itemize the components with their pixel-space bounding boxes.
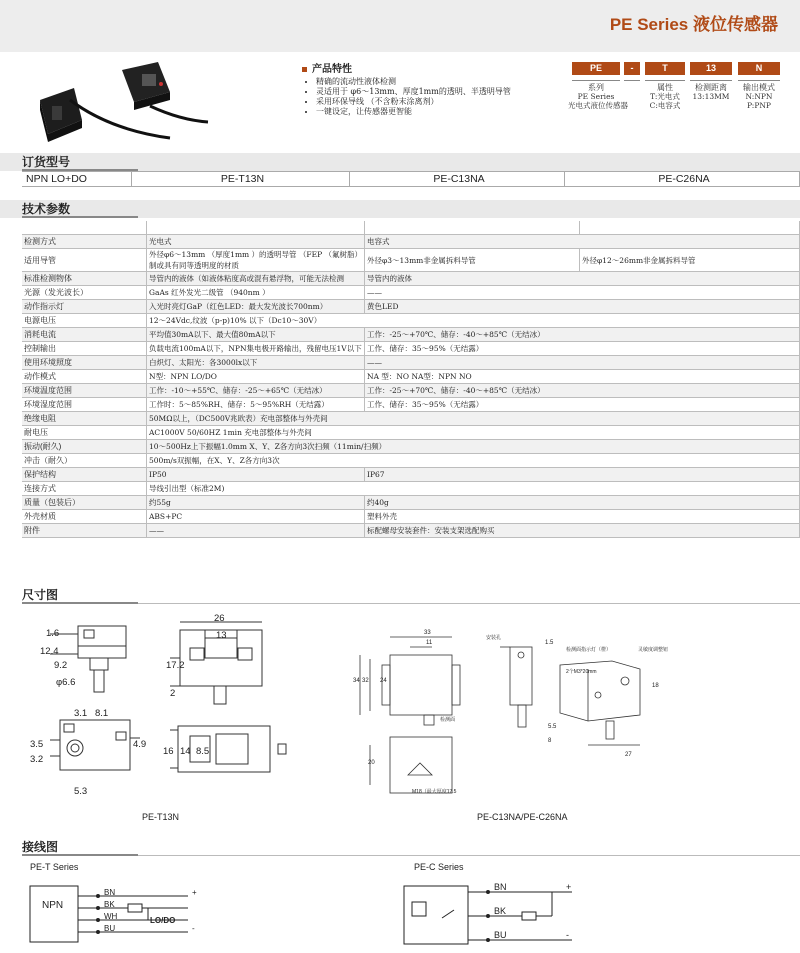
table-row	[22, 510, 800, 524]
product-photo	[30, 60, 210, 146]
spec-value: 光电式	[147, 235, 365, 249]
spec-value: 12～24Vdc,纹波（p-p)10% 以下（Dc10～30V）	[147, 314, 800, 328]
spec-value: ——	[365, 356, 800, 370]
plus-label: +	[566, 882, 572, 892]
dim-label: 8.1	[95, 708, 109, 719]
divider	[138, 855, 800, 856]
model-code-distance: 13 检测距离 13:13MM	[690, 62, 732, 101]
model-code-series: PE 系列 PE Series 光电式液位传感器	[568, 63, 628, 110]
spec-value: 约55g	[147, 496, 365, 510]
npn-label: NPN	[42, 900, 64, 911]
spec-key: 控制输出	[22, 342, 147, 356]
spec-key: 耐电压	[22, 426, 147, 440]
spec-key: 消耗电流	[22, 328, 147, 342]
dim-label: 2	[170, 688, 176, 699]
page-title	[610, 10, 778, 35]
dim-label: 24	[380, 678, 387, 684]
wiring-t-diagram	[28, 884, 228, 950]
feature-item: • 采用环保导线 （不含粉末涂离剂）	[316, 97, 542, 107]
dim-label: 16	[163, 746, 174, 757]
dim-label: 32	[362, 678, 369, 684]
spec-value: GaAs 红外发光二级管 （940nm ）	[147, 286, 365, 300]
dim-label: 3.1	[74, 708, 88, 719]
model-code-output: N 输出模式 N:NPN P:PNP	[738, 62, 780, 110]
spec-value: 塑料外壳	[365, 510, 800, 524]
dim-label: 8	[548, 738, 552, 744]
spec-value: 工作、储存：35～95%（无结露）	[365, 342, 800, 356]
dim-label: 1.5	[545, 640, 554, 646]
spec-value: 500m/s双振幅，在X、Y、Z各方向3次	[147, 454, 800, 468]
spec-value: ——	[147, 524, 365, 538]
feature-item: • 灵适用于 φ6～13mm、厚度1mm的透明、半透明导管	[316, 87, 542, 97]
order-cell: PE-C13NA	[350, 172, 565, 187]
dim-label: 检测面指示灯（橙）	[566, 647, 612, 653]
dim-label: M18（最大厚度17.5	[412, 789, 457, 795]
table-row	[22, 440, 800, 454]
spec-key: 使用环境照度	[22, 356, 147, 370]
pe-c-drawing	[350, 625, 680, 800]
spec-value: 电容式	[365, 235, 800, 249]
model-code-dash: -	[624, 62, 640, 83]
table-row	[22, 314, 800, 328]
dim-label: 2个M3*20mm	[566, 669, 597, 675]
spec-value: 入光时亮灯GaP（红色LED：最大发光波长700nm）	[147, 300, 365, 314]
spec-table	[22, 221, 800, 538]
features-title: 产品特性	[302, 60, 542, 75]
dim-label: 1.6	[46, 628, 60, 639]
dim-label: 33	[424, 630, 431, 636]
table-row	[22, 454, 800, 468]
order-cell: PE-T13N	[132, 172, 350, 187]
divider	[138, 603, 800, 604]
dim-label: 11	[426, 640, 433, 646]
spec-value: 50MΩ以上，（DC500V兆欧表）充电部整体与外壳间	[147, 412, 800, 426]
spec-value: 工作时：5～85%RH、储存：5～95%RH（无结露）	[147, 398, 365, 412]
spec-value: 工作：-25～+70℃、储存：-40～+85℃（无结冰）	[365, 328, 800, 342]
spec-key: 冲击（耐久）	[22, 454, 147, 468]
wire-label-bk: BK	[104, 900, 115, 909]
spec-key: 连接方式	[22, 482, 147, 496]
lodo-label: LO/DO	[150, 916, 176, 925]
spec-value: 黄色LED	[365, 300, 800, 314]
dim-label: 3.5	[30, 739, 44, 750]
dim-label: 18	[652, 683, 659, 689]
spec-value: IP50	[147, 468, 365, 482]
spec-value: 外径φ3～13mm非金属拆料导管	[365, 249, 580, 272]
wiring-c-series-label: PE-C Series	[414, 862, 464, 872]
table-row	[22, 524, 800, 538]
spec-key: 振动(耐久)	[22, 440, 147, 454]
spec-value: 白炽灯、太阳光：各3000lx以下	[147, 356, 365, 370]
spec-key: 保护结构	[22, 468, 147, 482]
dim-label: 17.2	[166, 660, 185, 671]
series-cn-name: 液位传感器	[693, 15, 778, 34]
dim-label: 9.2	[54, 660, 68, 671]
wire-label-bu: BU	[494, 930, 507, 940]
wire-label-bn: BN	[494, 882, 507, 892]
spec-key: 光源（发光波长）	[22, 286, 147, 300]
spec-value: 工作：-10～+55℃、储存：-25～+65℃（无结冰）	[147, 384, 365, 398]
table-row	[22, 328, 800, 342]
wire-label-bu: BU	[104, 924, 116, 933]
spec-key: 动作模式	[22, 370, 147, 384]
spec-section-title: 技术参数	[22, 200, 138, 218]
spec-key: 外壳材质	[22, 510, 147, 524]
spec-key: 环境温度范围	[22, 384, 147, 398]
table-row	[22, 412, 800, 426]
spec-value: 10～500Hz上下振幅1.0mm X、Y、Z各方向3次扫频（11min/扫频）	[147, 440, 800, 454]
spec-value: 导线引出型（标准2M)	[147, 482, 800, 496]
dim-label: 检测面	[440, 717, 456, 723]
wiring-section-title: 接线图	[22, 838, 138, 856]
spec-key: 标准检测物体	[22, 272, 147, 286]
spec-key: 适用导管	[22, 249, 147, 272]
series-name: PE Series	[609, 15, 689, 34]
spec-key: 质量（包装后）	[22, 496, 147, 510]
spec-value: 工作：-25～+70℃、储存：-40～+85℃（无结冰）	[365, 384, 800, 398]
dim-label: φ6.6	[56, 677, 76, 688]
table-row	[22, 398, 800, 412]
spec-value: 导管内的液体（如液体粘度高或混有悬浮物，可能无法检测	[147, 272, 365, 286]
drawing-caption: PE-C13NA/PE-C26NA	[477, 812, 568, 822]
spec-key: 绝缘电阻	[22, 412, 147, 426]
spec-value: 平均值30mA以下、最大值80mA以下	[147, 328, 365, 342]
table-row	[22, 172, 800, 187]
dim-label: 27	[625, 752, 632, 758]
dim-label: 14	[180, 746, 191, 757]
plus-label: +	[192, 888, 197, 897]
table-row	[22, 342, 800, 356]
spec-key: 检测方式	[22, 235, 147, 249]
dim-label: 26	[214, 613, 225, 624]
product-features	[302, 60, 542, 117]
spec-key: 附件	[22, 524, 147, 538]
dim-label: 8.5	[196, 746, 210, 757]
dim-label: 安装孔	[486, 635, 502, 641]
spec-value: NA 型：NO NA型：NPN NO	[365, 370, 800, 384]
drawing-caption: PE-T13N	[142, 812, 180, 822]
minus-label: -	[566, 930, 569, 940]
spec-value: ——	[365, 286, 800, 300]
table-row	[22, 482, 800, 496]
wire-label-bk: BK	[494, 906, 507, 916]
table-row	[22, 426, 800, 440]
minus-label: -	[192, 924, 195, 933]
wiring-t-series-label: PE-T Series	[30, 862, 79, 872]
model-code-type: T 属性 T:光电式 C:电容式	[645, 62, 685, 110]
spec-key: 环境湿度范围	[22, 398, 147, 412]
dim-label: 34	[353, 678, 360, 684]
table-row	[22, 286, 800, 300]
table-row	[22, 272, 800, 286]
spec-value: IP67	[365, 468, 800, 482]
spec-value: 约40g	[365, 496, 800, 510]
wiring-c-diagram	[402, 880, 582, 950]
spec-value: AC1000V 50/60HZ 1min 充电部整体与外壳间	[147, 426, 800, 440]
spec-value: 外径φ6～13mm （厚度1mm ）的透明导管 （FEP （氟树脂）制或具有同等透明度的材质	[147, 249, 365, 272]
order-table	[22, 171, 800, 187]
spec-value: 负载电流100mA以下，NPN集电极开路输出，残留电压1V以下	[147, 342, 365, 356]
spec-value: 工作、储存：35～95%（无结露）	[365, 398, 800, 412]
pe-t13n-drawing	[20, 610, 340, 810]
wire-label-bn: BN	[104, 888, 116, 897]
dim-label: 5.5	[548, 724, 557, 730]
spec-value: 标配螺母安装套件：安装支架选配购买	[365, 524, 800, 538]
wire-label-wh: WH	[104, 912, 118, 921]
dim-label: 13	[216, 630, 227, 641]
table-row	[22, 235, 800, 249]
order-cell: NPN LO+DO	[22, 172, 132, 187]
bullet-square-icon	[302, 67, 307, 72]
dim-label: 3.2	[30, 754, 44, 765]
feature-item: • 一键设定，让传感器更智能	[316, 107, 542, 117]
dimensions-section-title: 尺寸图	[22, 586, 138, 604]
spec-key: 动作指示灯	[22, 300, 147, 314]
table-row	[22, 356, 800, 370]
order-cell: PE-C26NA	[565, 172, 800, 187]
dim-label: 灵敏度调整钮	[638, 647, 669, 653]
table-row	[22, 249, 800, 272]
dim-label: 5.3	[74, 786, 88, 797]
dim-label: 20	[368, 760, 375, 766]
table-row	[22, 496, 800, 510]
spec-value: 外径φ12～26mm非金属拆料导管	[580, 249, 800, 272]
feature-item: • 精确的流动性液体检测	[316, 77, 542, 87]
dim-label: 4.9	[133, 739, 147, 750]
table-row	[22, 300, 800, 314]
table-row	[22, 468, 800, 482]
spec-key: 电源电压	[22, 314, 147, 328]
dim-label: 12.4	[40, 646, 59, 657]
spec-value: 导管内的液体	[365, 272, 800, 286]
table-row	[22, 370, 800, 384]
spec-value: N型：NPN LO/DO	[147, 370, 365, 384]
table-row	[22, 384, 800, 398]
spec-value: ABS+PC	[147, 510, 365, 524]
order-section-title: 订货型号	[22, 153, 138, 171]
